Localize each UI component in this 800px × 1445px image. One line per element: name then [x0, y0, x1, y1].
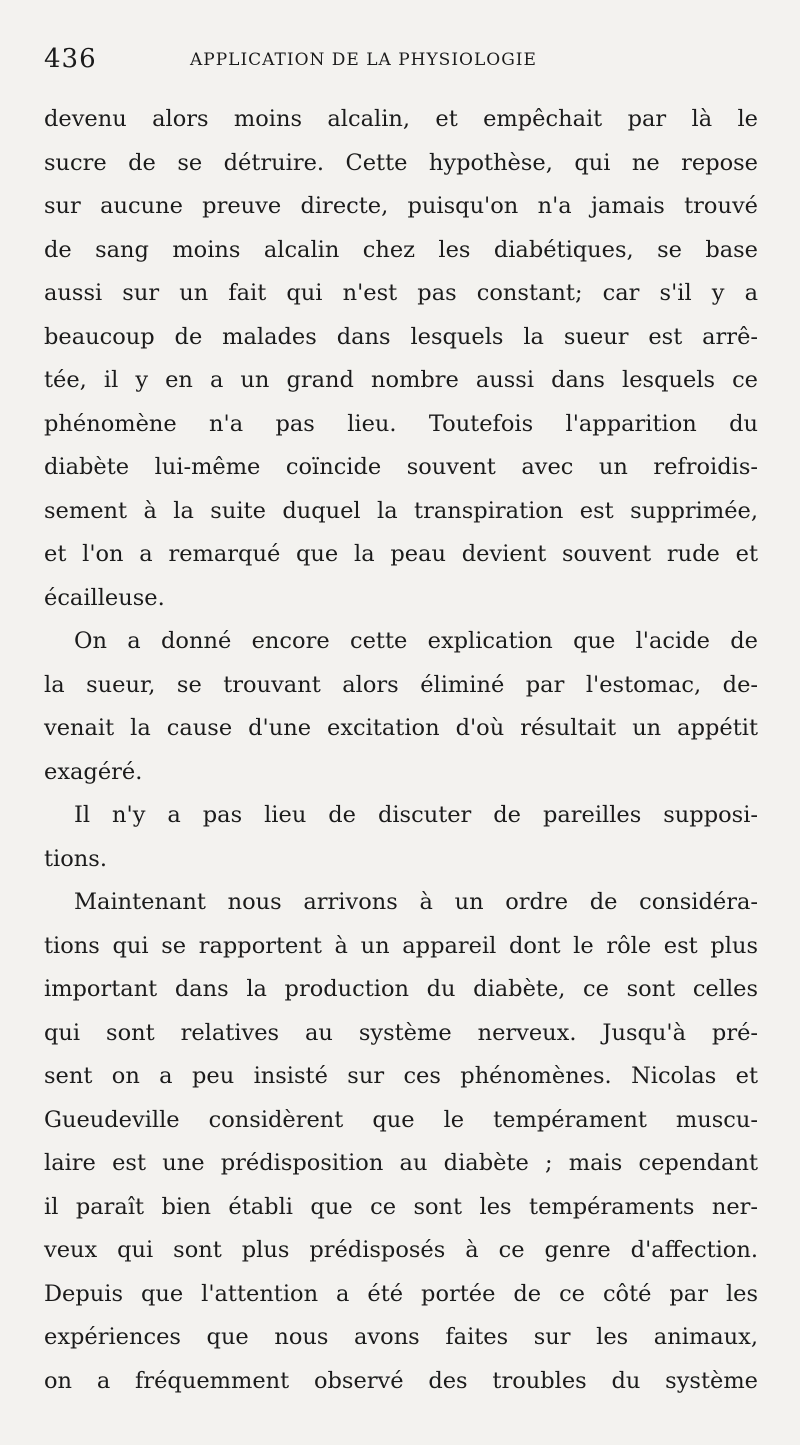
text-line: et l'on a remarqué que la peau devient souvent rude et: [44, 541, 758, 567]
text-line: sent on a peu insisté sur ces phénomènes. Nicolas et: [44, 1063, 758, 1089]
text-line: Il n'y a pas lieu de discuter de pareilles supposi-: [74, 802, 758, 828]
text-line: qui sont relatives au système nerveux. Jusqu'à pré-: [44, 1019, 758, 1046]
text-line: écailleuse.: [44, 584, 165, 611]
body-text: [44, 98, 758, 1403]
text-line: tions qui se rapportent à un appareil dont le rôle est plus: [44, 932, 758, 959]
text-line: sement à la suite duquel la transpiration est supprimée,: [44, 497, 758, 524]
running-head: [44, 44, 758, 90]
running-title: APPLICATION DE LA PHYSIOLOGIE: [190, 50, 537, 70]
paragraph: [44, 620, 758, 794]
text-line: Maintenant nous arrivons à un ordre de considéra-: [74, 889, 758, 915]
text-line: sucre de se détruire. Cette hypothèse, qui ne repose: [44, 149, 758, 176]
text-line: Depuis que l'attention a été portée de ce côté par les: [44, 1280, 758, 1307]
text-line: laire est une prédisposition au diabète ; mais cependant: [44, 1150, 758, 1176]
paragraph: [44, 881, 758, 1403]
page-number: 436: [44, 44, 97, 74]
paragraph: [44, 98, 758, 620]
text-line: aussi sur un fait qui n'est pas constant; car s'il y a: [44, 280, 758, 306]
text-line: venait la cause d'une excitation d'où résultait un appétit: [44, 715, 758, 741]
text-line: tée, il y en a un grand nombre aussi dans lesquels ce: [44, 367, 758, 393]
text-line: beaucoup de malades dans lesquels la sueur est arrê-: [44, 323, 758, 350]
text-line: veux qui sont plus prédisposés à ce genre d'affection.: [44, 1237, 758, 1263]
text-line: devenu alors moins alcalin, et empêchait par là le: [44, 106, 758, 132]
text-line: on a fréquemment observé des troubles du système: [44, 1367, 758, 1394]
text-line: expériences que nous avons faites sur les animaux,: [44, 1324, 758, 1350]
text-line: de sang moins alcalin chez les diabétiques, se base: [44, 236, 758, 263]
text-line: phénomène n'a pas lieu. Toutefois l'apparition du: [44, 410, 758, 437]
text-line: sur aucune preuve directe, puisqu'on n'a jamais trouvé: [44, 193, 758, 219]
text-line: tions.: [44, 845, 107, 872]
text-line: il paraît bien établi que ce sont les tempéraments ner-: [44, 1193, 758, 1220]
text-line: exagéré.: [44, 758, 143, 785]
text-line: la sueur, se trouvant alors éliminé par l'estomac, de-: [44, 671, 758, 698]
text-line: On a donné encore cette explication que l'acide de: [74, 628, 758, 654]
paragraph: [44, 794, 758, 881]
text-line: diabète lui-même coïncide souvent avec un refroidis-: [44, 454, 758, 480]
text-line: important dans la production du diabète, ce sont celles: [44, 976, 758, 1002]
text-line: Gueudeville considèrent que le tempérament muscu-: [44, 1106, 758, 1133]
